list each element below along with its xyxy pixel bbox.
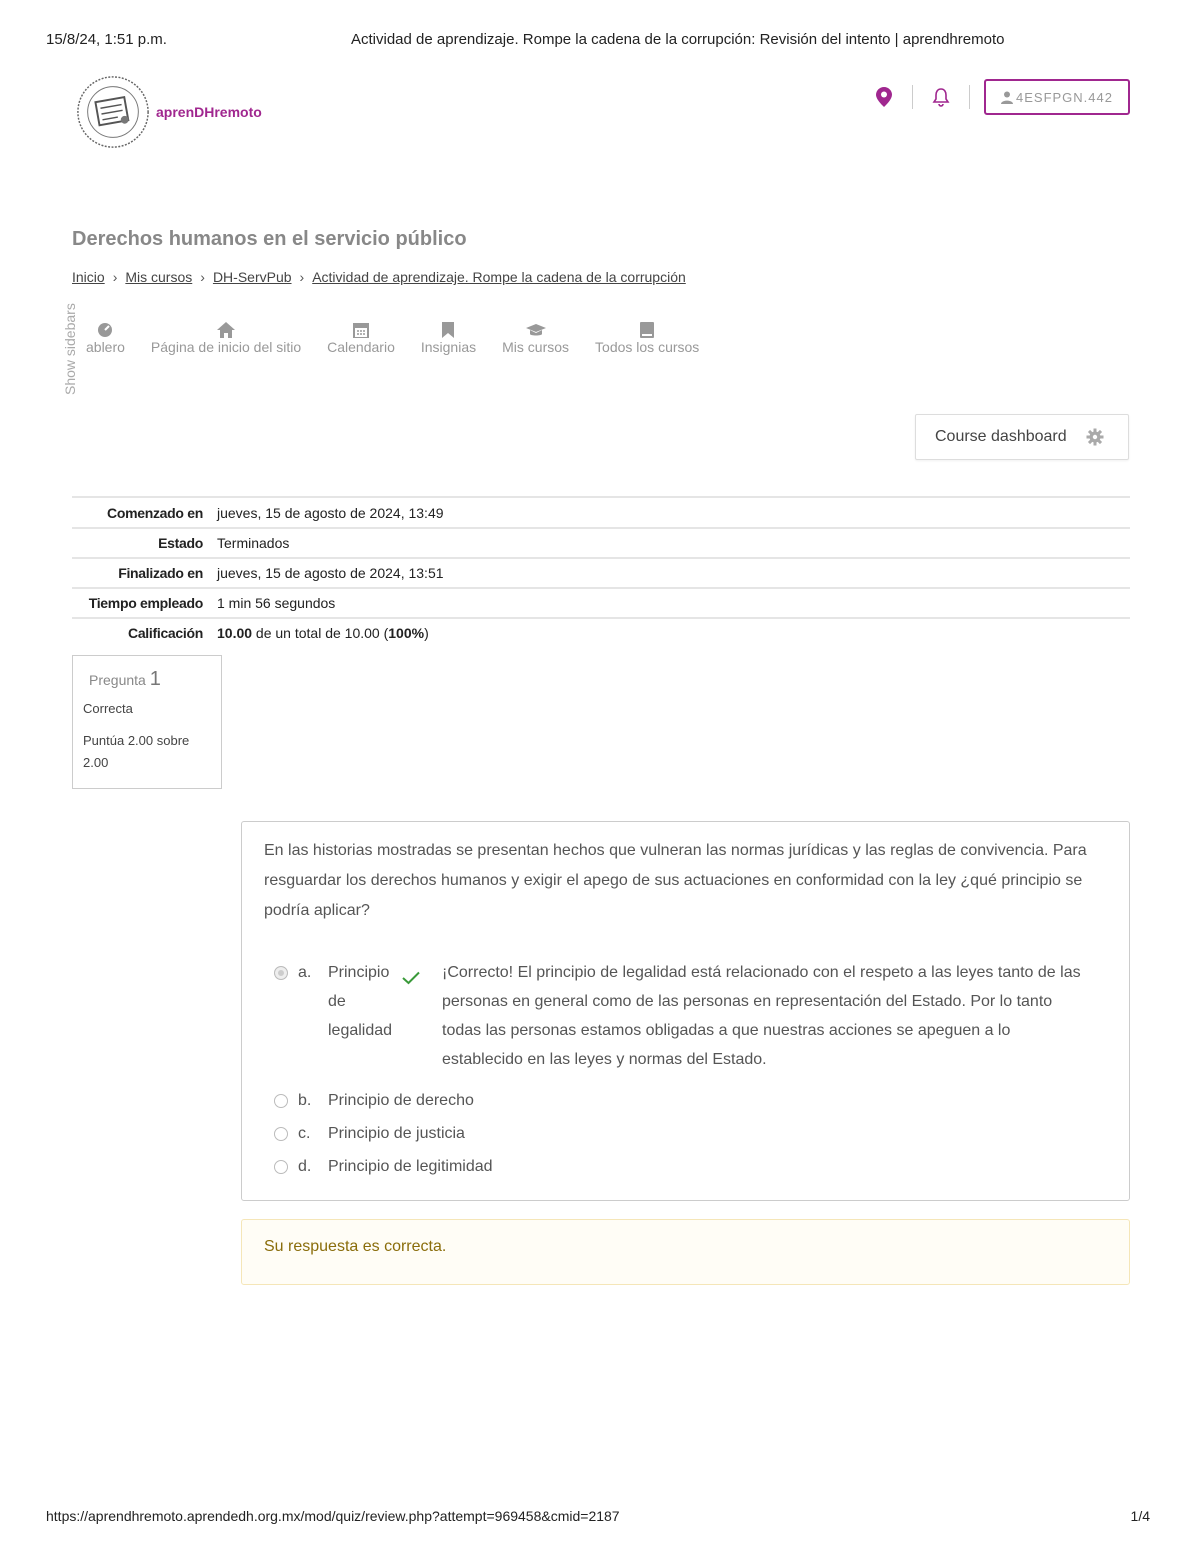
site-logo[interactable] — [74, 72, 274, 152]
home-icon — [217, 322, 235, 338]
radio-selected-icon[interactable] — [274, 966, 288, 980]
answer-list — [264, 958, 1107, 1181]
print-title: Actividad de aprendizaje. Rompe la cadena de la corrupción: Revisión del intento | aprendhremoto — [351, 31, 1005, 48]
summary-row — [72, 497, 1130, 528]
quicknav-calendar[interactable]: Calendario — [327, 322, 395, 355]
chevron-right-icon: › — [200, 269, 205, 285]
divider — [969, 85, 970, 109]
summary-row — [72, 618, 1130, 647]
summary-row — [72, 528, 1130, 558]
summary-label: Comenzado en — [107, 505, 203, 521]
answer-option-d[interactable] — [264, 1152, 1107, 1181]
quicknav-my-courses[interactable]: Mis cursos — [502, 322, 569, 355]
show-sidebars-toggle[interactable]: Show sidebars — [62, 303, 78, 395]
answer-label: Principio de legalidad — [328, 964, 393, 1039]
location-pin-icon[interactable] — [870, 83, 898, 111]
answer-letter: c. — [298, 1125, 311, 1142]
question-number: Pregunta 1 — [89, 668, 161, 690]
quicknav-dashboard[interactable]: ablero — [86, 322, 125, 355]
quicknav-site-home[interactable]: Página de inicio del sitio — [151, 322, 301, 355]
check-icon — [402, 958, 442, 995]
dashboard-icon — [97, 322, 113, 338]
attempt-summary-table — [72, 496, 1130, 647]
top-navbar-icons — [870, 79, 1130, 115]
answer-letter: b. — [298, 1092, 312, 1109]
summary-value: jueves, 15 de agosto de 2024, 13:51 — [217, 565, 444, 581]
answer-letter: d. — [298, 1158, 312, 1175]
breadcrumb-course[interactable]: DH-ServPub — [212, 269, 292, 285]
quick-navigation — [86, 322, 725, 355]
answer-letter: a. — [298, 964, 312, 981]
summary-row — [72, 558, 1130, 588]
radio-icon[interactable] — [274, 1127, 288, 1141]
notification-bell-icon[interactable] — [927, 83, 955, 111]
answer-label: Principio de derecho — [328, 1092, 474, 1109]
question-info-box — [72, 655, 222, 789]
course-dashboard-button[interactable] — [915, 414, 1129, 460]
summary-value: jueves, 15 de agosto de 2024, 13:49 — [217, 505, 444, 521]
divider — [912, 85, 913, 109]
print-date: 15/8/24, 1:51 p.m. — [46, 31, 167, 48]
bookmark-icon — [442, 322, 454, 338]
answer-label: Principio de justicia — [328, 1125, 465, 1142]
answer-option-b[interactable] — [264, 1086, 1107, 1115]
print-page-number: 1/4 — [1130, 1508, 1150, 1524]
graduation-cap-icon — [526, 322, 546, 338]
user-icon — [1001, 91, 1013, 104]
question-grade: Puntúa 2.00 sobre 2.00 — [83, 733, 190, 770]
answer-option-c[interactable] — [264, 1119, 1107, 1148]
question-state: Correcta — [83, 701, 133, 716]
course-dashboard-label: Course dashboard — [935, 428, 1067, 445]
calendar-icon — [353, 322, 369, 338]
summary-label: Calificación — [128, 625, 203, 641]
gear-icon — [1086, 428, 1104, 446]
summary-row — [72, 588, 1130, 618]
question-content — [241, 821, 1130, 1201]
result-text: Su respuesta es correcta. — [264, 1238, 447, 1255]
summary-value: 1 min 56 segundos — [217, 595, 336, 611]
summary-label: Estado — [158, 535, 203, 551]
logo-text: aprenDHremoto — [156, 104, 262, 120]
chevron-right-icon: › — [299, 269, 305, 285]
quicknav-badges[interactable]: Insignias — [421, 322, 476, 355]
breadcrumb-my-courses[interactable]: Mis cursos — [125, 269, 193, 285]
quicknav-all-courses[interactable]: Todos los cursos — [595, 322, 699, 355]
question-text: En las historias mostradas se presentan hechos que vulneran las normas jurídicas y las reglas de convivencia. Para resguardar los derechos humanos y exigir el apego de sus actuaciones en conformidad con la ley ¿qué principio se podría aplicar? — [264, 842, 1087, 919]
answer-label: Principio de legitimidad — [328, 1158, 493, 1175]
print-url: https://aprendhremoto.aprendedh.org.mx/mod/quiz/review.php?attempt=969458&cmid=2187 — [46, 1508, 620, 1524]
course-title: Derechos humanos en el servicio público — [72, 228, 467, 250]
breadcrumb-home[interactable]: Inicio — [72, 269, 105, 285]
summary-label: Tiempo empleado — [88, 595, 203, 611]
breadcrumb — [72, 269, 686, 285]
summary-value: Terminados — [217, 535, 290, 551]
breadcrumb-activity[interactable]: Actividad de aprendizaje. Rompe la cadena de la corrupción — [312, 269, 686, 285]
chevron-right-icon: › — [112, 269, 118, 285]
summary-value: 10.00 de un total de 10.00 (100%) — [217, 625, 429, 641]
radio-icon[interactable] — [274, 1160, 288, 1174]
user-label: 4ESFPGN.442 — [1016, 89, 1113, 105]
answer-feedback: ¡Correcto! El principio de legalidad está relacionado con el respeto a las leyes tanto de las personas en general como de las personas en representación del Estado. Por lo tanto todas las personas estamos obligadas a que nuestras acciones se apeguen a lo establecido en las leyes y normas del Estado. — [442, 964, 1081, 1068]
book-icon — [640, 322, 654, 338]
summary-label: Finalizado en — [118, 565, 203, 581]
result-feedback — [241, 1219, 1130, 1285]
radio-icon[interactable] — [274, 1094, 288, 1108]
user-menu-button[interactable] — [984, 79, 1130, 115]
answer-option-a[interactable] — [264, 958, 1107, 1074]
seal-icon — [74, 73, 152, 151]
